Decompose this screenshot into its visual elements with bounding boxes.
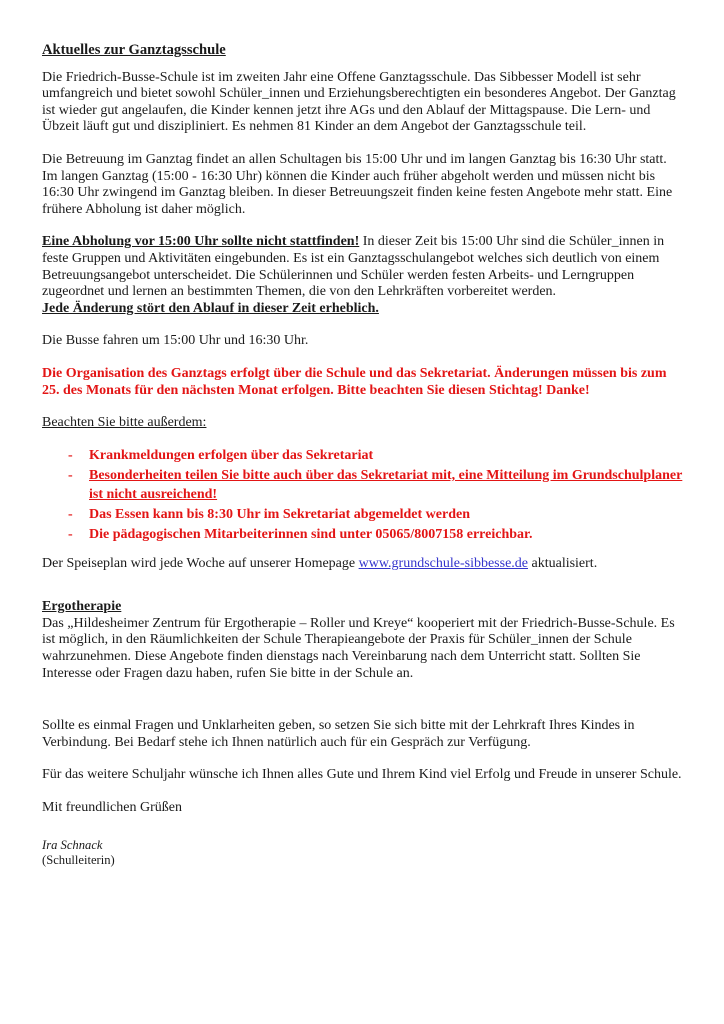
paragraph-ergotherapie <box>42 616 684 682</box>
homepage-link[interactable]: www.grundschule-sibbesse.de <box>358 555 528 571</box>
abholung-lead-emphasis: Eine Abholung vor 15:00 Uhr sollte nicht stattfinden! <box>42 234 360 250</box>
bullet-dash: - <box>68 467 73 483</box>
signature-name: Ira Schnack <box>42 837 103 852</box>
list-item-text: Die pädagogischen Mitarbeiterinnen sind unter 05065/8007158 erreichbar. <box>89 526 533 542</box>
list-item-text: Das Essen kann bis 8:30 Uhr im Sekretariat abgemeldet werden <box>89 506 470 522</box>
paragraph-betreuung <box>42 152 684 218</box>
signature-block <box>42 838 684 868</box>
paragraph-abholung <box>42 234 684 317</box>
ergotherapie-text: Das „Hildesheimer Zentrum für Ergotherapie – Roller und Kreye“ kooperiert mit der Friedrich-Busse-Schule. Es ist möglich, in den Räumlichkeiten der Schule Therapieangebote der Praxis für Schüler_innen der Schule wahrzunehmen. Diese Angebote finden dienstags nach Vereinbarung nach dem Unterricht statt. Sollten Sie Interesse oder Fragen dazu haben, rufen Sie bitte in der Schule an. <box>42 615 675 681</box>
abholung-closing-emphasis: Jede Änderung stört den Ablauf in dieser Zeit erheblich. <box>42 300 379 316</box>
notes-list <box>42 446 684 544</box>
wunsch-text: Für das weitere Schuljahr wünsche ich Ihnen alles Gute und Ihrem Kind viel Erfolg und Freude in unserer Schule. <box>42 767 682 783</box>
speiseplan-before-link: Der Speiseplan wird jede Woche auf unserer Homepage <box>42 555 359 571</box>
gruss-text: Mit freundlichen Grüßen <box>42 800 182 816</box>
organisation-text: Die Organisation des Ganztags erfolgt über die Schule und das Sekretariat. Änderungen müssen bis zum 25. des Monats für den nächsten Monat erfolgen. Bitte beachten Sie diesen Stichtag! Danke! <box>42 365 667 398</box>
signature-role: (Schulleiterin) <box>42 852 115 867</box>
ergotherapie-heading: Ergotherapie <box>42 599 122 615</box>
bullet-dash: - <box>68 526 73 542</box>
page-title: Aktuelles zur Ganztagsschule <box>42 42 226 58</box>
list-item <box>68 505 684 524</box>
bullet-dash: - <box>68 506 73 522</box>
intro-text: Die Friedrich-Busse-Schule ist im zweiten Jahr eine Offene Ganztagsschule. Das Sibbesser Modell ist sehr umfangreich und bietet sowohl Schüler_innen und Erziehungsberechtigten ein besonderes Angebot. Der Ganztag ist wieder gut angelaufen, die Kinder kennen jetzt ihre AGs und den Ablauf der Mittagspause. Die Lern- und Übzeit läuft gut und diszipliniert. Es nehmen 81 Kinder an dem Angebot der Ganztagsschule teil. <box>42 69 676 135</box>
speiseplan-after-link: aktualisiert. <box>528 555 598 571</box>
list-item <box>68 466 684 504</box>
betreuung-line1: Die Betreuung im Ganztag findet an allen Schultagen bis 15:00 Uhr und im langen Ganztag bis 16:30 Uhr statt. <box>42 151 667 167</box>
busse-text: Die Busse fahren um 15:00 Uhr und 16:30 Uhr. <box>42 333 309 349</box>
paragraph-fragen <box>42 718 684 751</box>
betreuung-line2: Im langen Ganztag (15:00 - 16:30 Uhr) können die Kinder auch früher abgeholt werden und müssen nicht bis 16:30 Uhr zwingend im Ganztag bleiben. In dieser Betreuungszeit finden keine festen Angebote mehr statt. Eine frühere Abholung ist daher möglich. <box>42 168 673 217</box>
paragraph-organisation-warning <box>42 366 684 399</box>
fragen-text: Sollte es einmal Fragen und Unklarheiten geben, so setzen Sie sich bitte mit der Lehrkraft Ihres Kindes in Verbindung. Bei Bedarf stehe ich Ihnen natürlich auch für ein Gespräch zur Verfügung. <box>42 718 635 750</box>
ergotherapie-section <box>42 599 684 682</box>
paragraph-wunsch <box>42 767 684 784</box>
list-item <box>68 446 684 465</box>
list-item-text: Besonderheiten teilen Sie bitte auch über das Sekretariat mit, eine Mitteilung im Grundschulplaner ist nicht ausreichend! <box>89 467 683 502</box>
paragraph-speiseplan <box>42 556 684 573</box>
paragraph-intro <box>42 70 684 136</box>
paragraph-gruss <box>42 800 684 817</box>
paragraph-busse <box>42 333 684 350</box>
bullet-dash: - <box>68 447 73 463</box>
list-item-text: Krankmeldungen erfolgen über das Sekretariat <box>89 447 374 463</box>
abholung-body: In dieser Zeit bis 15:00 Uhr sind die Schüler_innen in feste Gruppen und Aktivitäten eingebunden. Es ist ein Ganztagsschulangebot welches sich deutlich von einem Betreuungsangebot unterscheidet. Die Schülerinnen und Schüler werden festen Arbeits- und Lerngruppen zugeordnet und lernen an bestimmten Themen, die von den Lehrkräften vorbereitet werden. <box>42 234 665 300</box>
list-item <box>68 525 684 544</box>
beachten-heading <box>42 415 684 432</box>
beachten-text: Beachten Sie bitte außerdem: <box>42 415 207 431</box>
